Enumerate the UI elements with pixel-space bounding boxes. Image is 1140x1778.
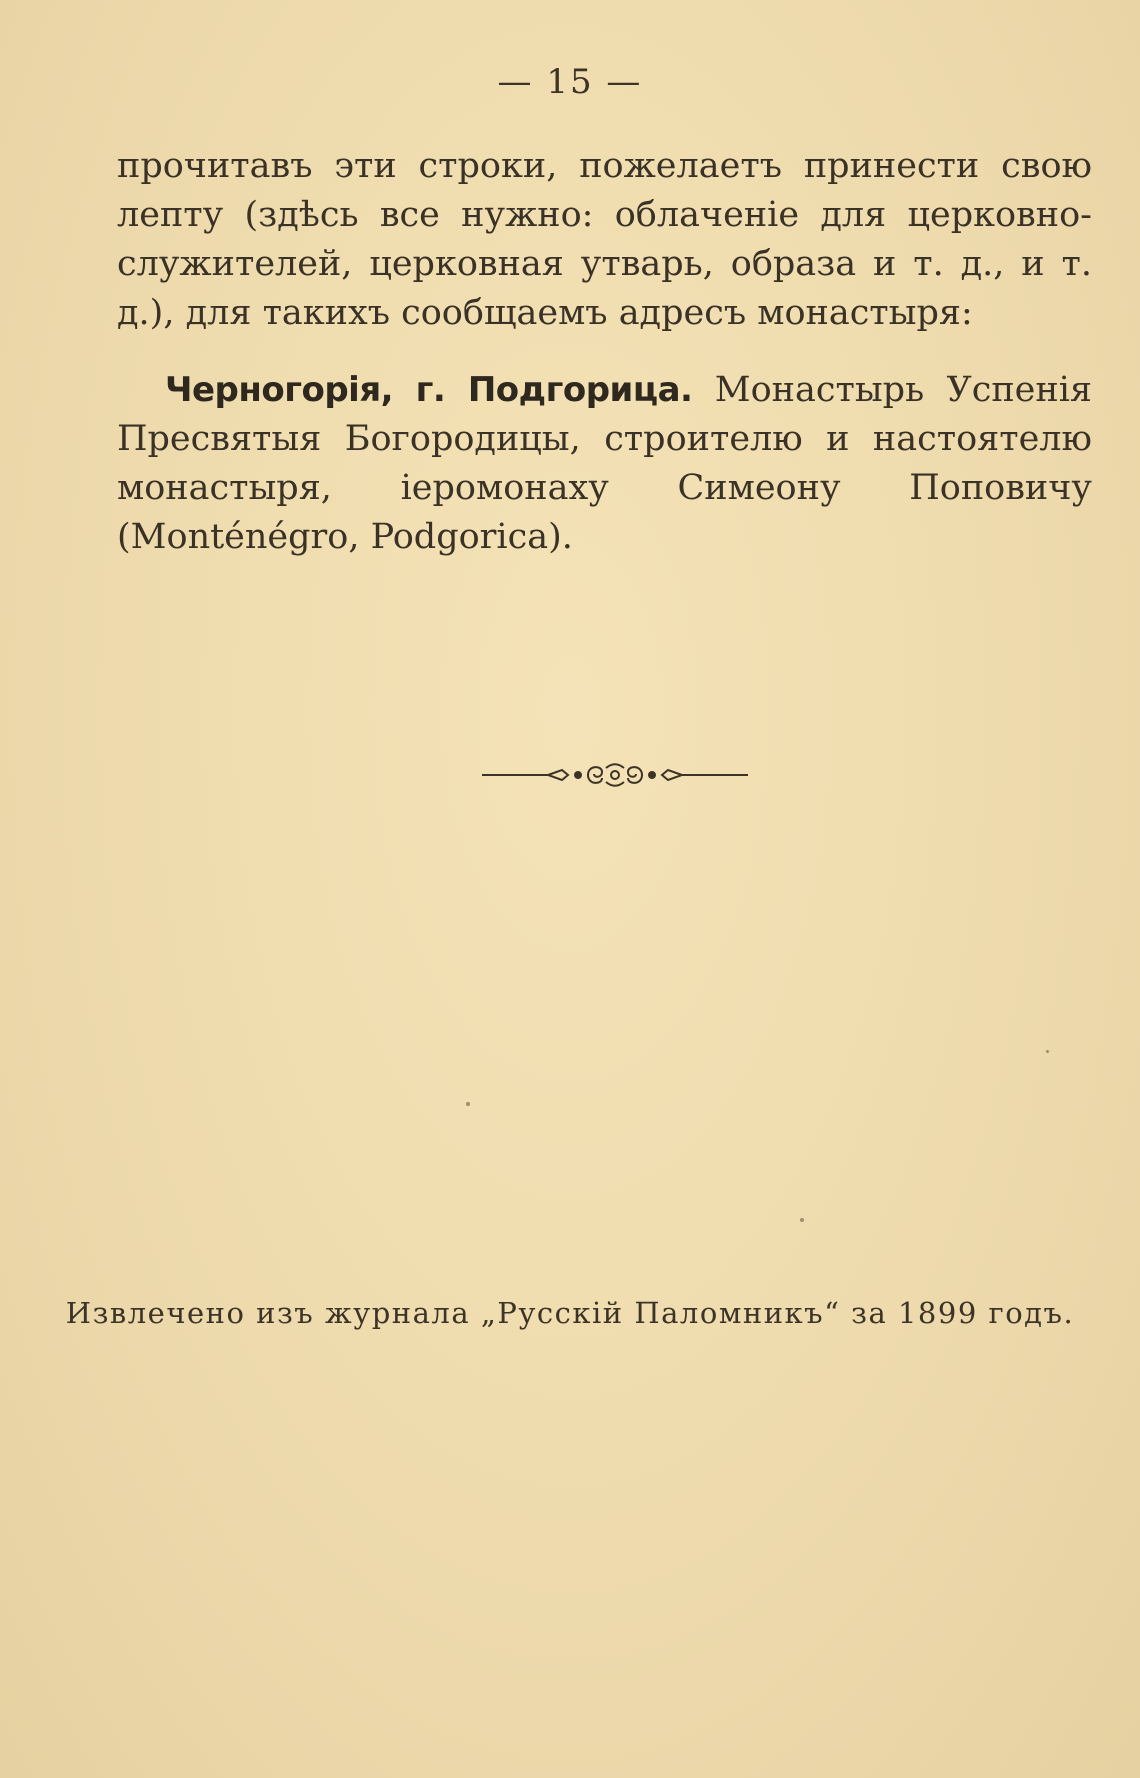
paper-speck [800, 1218, 804, 1222]
paragraph-continuation: прочитавъ эти строки, пожелаетъ принести свою лепту (здѣсь все нужно: облаченіе для церковно-служителей, церковная утварь, образа и т. д., и т. д.), для такихъ сообщаемъ адресъ монастыря: [117, 146, 1092, 333]
paragraph-address [117, 366, 1092, 562]
paper-speck [1046, 1050, 1049, 1053]
decorative-divider-icon [480, 760, 750, 790]
address-text: Монастырь Успенія Пресвятыя Богородицы, строителю и настоятелю монастыря, іеромонаху Симеону Поповичу (Monténégro, Podgorica). [117, 370, 1092, 557]
address-heading: Черногорія, г. Подгорица. [165, 370, 693, 410]
footer-source-note: Извлечено изъ журнала „Русскій Паломникъ“ за 1899 годъ. [65, 1296, 1075, 1330]
paper-speck [466, 1102, 470, 1106]
page-number: — 15 — [497, 62, 643, 102]
